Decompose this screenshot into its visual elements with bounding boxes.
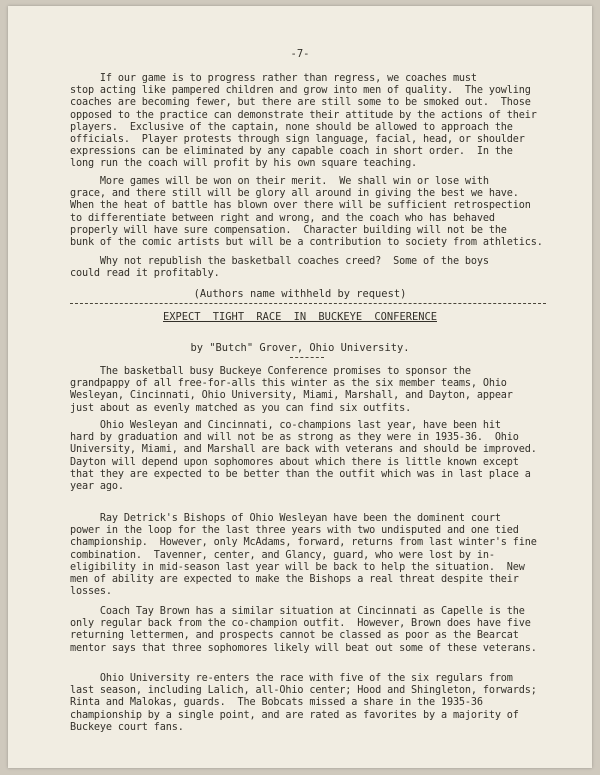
paragraph: Ohio University re-enters the race with five of the six regulars from last season, including Lalich, all-Ohio center; Hood and Shingleton, forwards; Rinta and Malokas, guards. The Bobcats missed a share in the 1935-36 championship by a single point, and are rated as favorites by a majority of Buckeye court fans. bbox=[70, 673, 537, 733]
article-title: EXPECT TIGHT RACE IN BUCKEYE CONFERENCE bbox=[163, 311, 437, 323]
paragraph: Why not republish the basketball coaches creed? Some of the boys could read it profitably. bbox=[70, 256, 489, 280]
document-page bbox=[8, 6, 592, 768]
article-byline: by "Butch" Grover, Ohio University. bbox=[190, 342, 410, 354]
paragraph: More games will be won on their merit. We shall win or lose with grace, and there still will be glory all around in giving the best we have. When the heat of battle has blown over there will be sufficient retrospection to differentiate between right and wrong, and the coach who has behaved properly will have sure compensation. Character building will not be the bunk of the comic artists but will be a contribution to society from athletics. bbox=[70, 176, 543, 249]
author-attribution: (Authors name withheld by request) bbox=[193, 288, 407, 300]
paragraph: Ray Detrick's Bishops of Ohio Wesleyan have been the dominent court power in the loop for the last three years with two undisputed and one tied championship. However, only McAdams, forward, returns from last winter's fine combination. Tavenner, center, and Glancy, guard, who were lost by in- eligibility in mid-season last year will be back to help the situation. New men of ability are expected to make the Bishops a real threat despite their losses. bbox=[70, 513, 537, 598]
page-number: -7- bbox=[290, 48, 310, 60]
section-divider bbox=[70, 303, 546, 304]
paragraph: Ohio Wesleyan and Cincinnati, co-champions last year, have been hit hard by graduation and will not be as strong as they were in 1935-36. Ohio University, Miami, and Marshall are back with veterans and should be improved. Dayton will depend upon sophomores about which there is little known except that they are expected to be better than the outfit which was in last place a year ago. bbox=[70, 420, 537, 493]
paragraph: If our game is to progress rather than regress, we coaches must stop acting like pampered children and grow into men of quality. The yowling coaches are becoming fewer, but there are still some to be smoked out. Those opposed to the practice can demonstrate their attitude by the actions of their players. Exclusive of the captain, none should be allowed to approach the officials. Player protests through sign language, facial, head, or shoulder expressions can be eliminated by any capable coach in short order. In the long run the coach will profit by his own square teaching. bbox=[70, 73, 537, 170]
paragraph: Coach Tay Brown has a similar situation at Cincinnati as Capelle is the only regular back from the co-champion outfit. However, Brown does have five returning lettermen, and prospects cannot be classed as poor as the Bearcat mentor says that three sophomores likely will beat out some of these veterans. bbox=[70, 606, 537, 654]
paragraph: The basketball busy Buckeye Conference promises to sponsor the grandpappy of all free-for-alls this winter as the six member teams, Ohio Wesleyan, Cincinnati, Ohio University, Miami, Marshall, and Dayton, appear just about as evenly matched as you can find six outfits. bbox=[70, 366, 513, 414]
byline-rule bbox=[290, 357, 324, 358]
